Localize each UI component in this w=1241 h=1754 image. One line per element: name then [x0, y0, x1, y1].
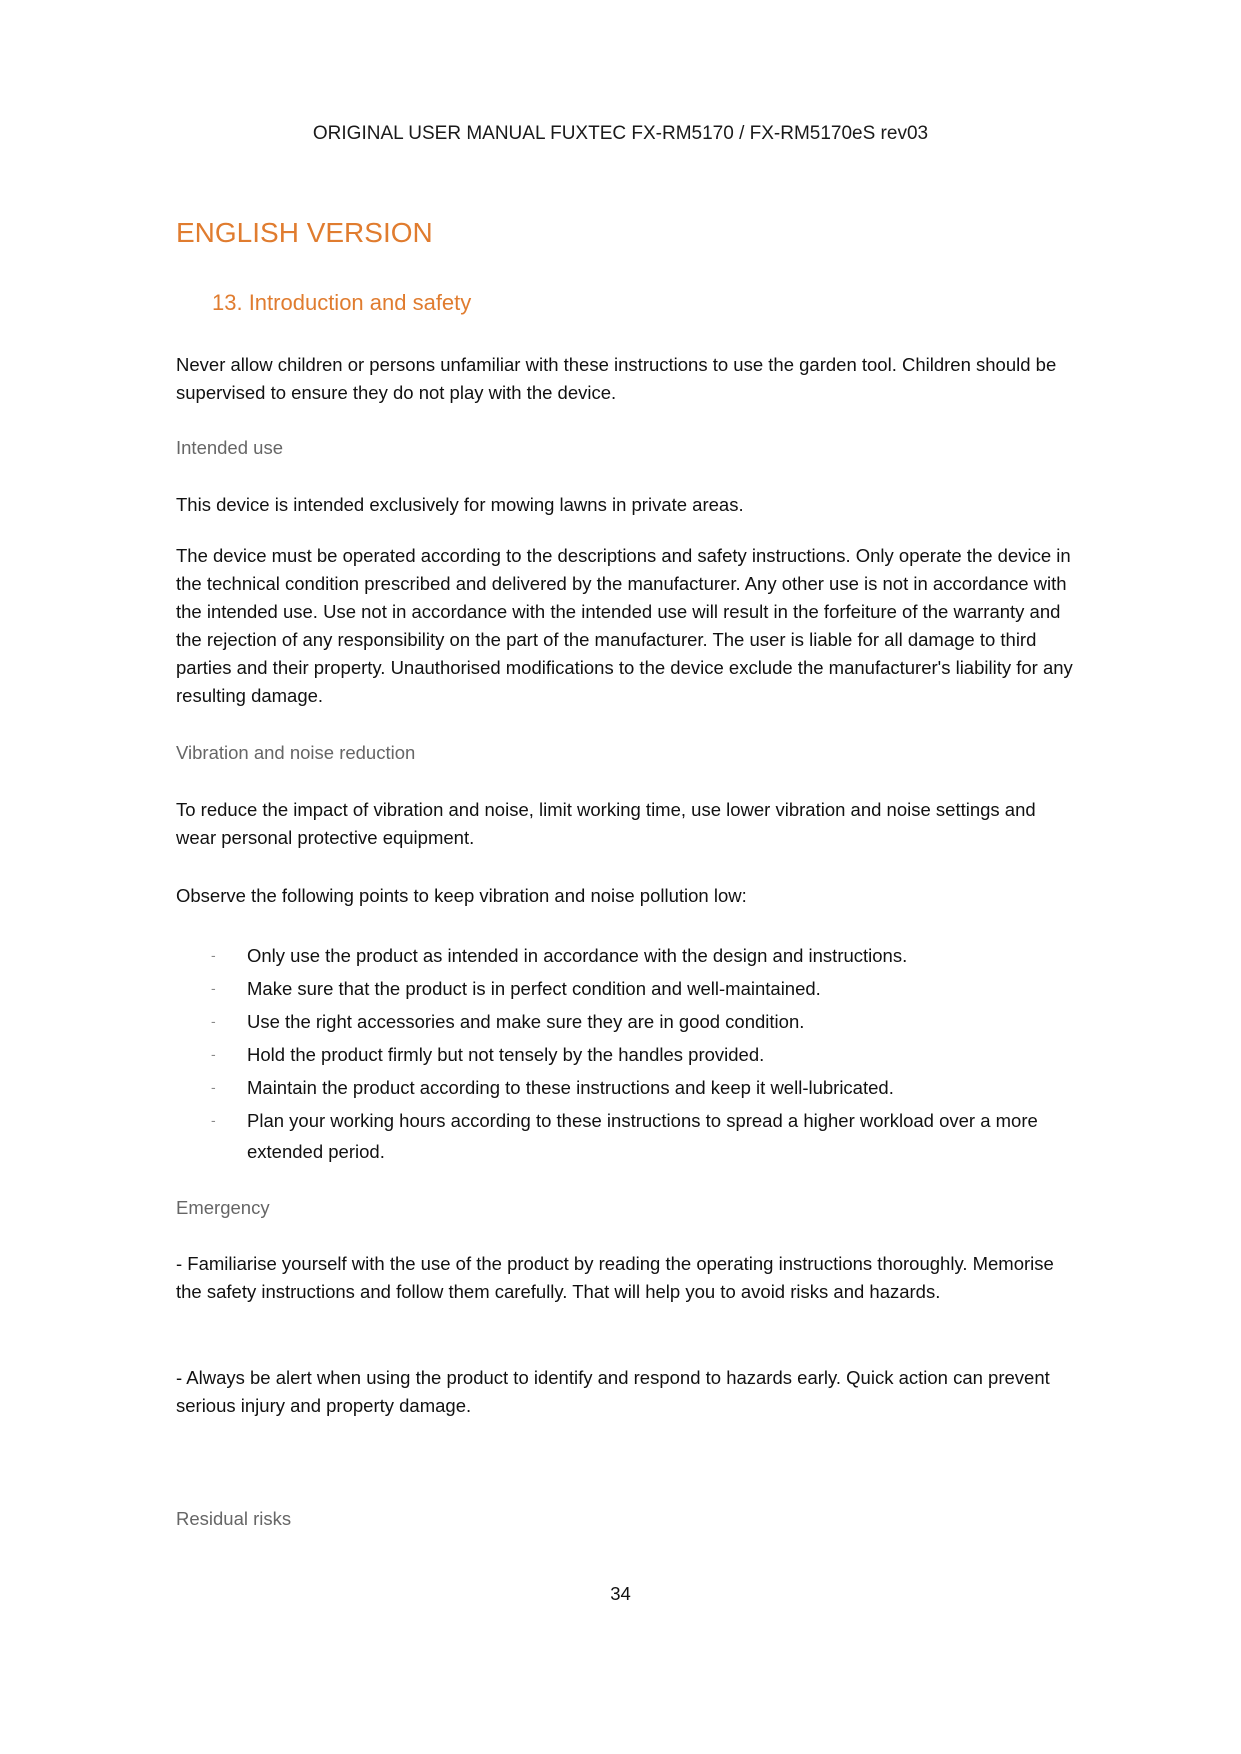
- section-title: 13. Introduction and safety: [212, 290, 472, 315]
- intended-use-heading: Intended use: [176, 437, 283, 458]
- page-number: 34: [610, 1583, 631, 1604]
- emergency-paragraph-2: - Always be alert when using the product to identify and respond to hazards early. Quick action can prevent serious injury and property damage.: [176, 1367, 1050, 1416]
- list-item: - Use the right accessories and make sure they are in good condition.: [176, 1006, 1076, 1037]
- list-item: - Plan your working hours according to these instructions to spread a higher workload over a more extended period.: [176, 1105, 1076, 1167]
- bullet-dash: -: [211, 1112, 216, 1128]
- bullet-dash: -: [211, 1013, 216, 1029]
- intro-paragraph: Never allow children or persons unfamiliar with these instructions to use the garden tool. Children should be supervised to ensure they do not play with the device.: [176, 354, 1057, 403]
- vibration-bullet-list: [176, 940, 1076, 1169]
- list-item: - Make sure that the product is in perfect condition and well-maintained.: [176, 973, 1076, 1004]
- bullet-dash: -: [211, 980, 216, 996]
- emergency-paragraph-1: - Familiarise yourself with the use of the product by reading the operating instructions thoroughly. Memorise the safety instructions and follow them carefully. That will help you to avoid risks and hazards.: [176, 1253, 1054, 1302]
- vibration-paragraph-1: To reduce the impact of vibration and noise, limit working time, use lower vibration and noise settings and wear personal protective equipment.: [176, 799, 1036, 848]
- emergency-heading: Emergency: [176, 1197, 270, 1218]
- residual-risks-heading: Residual risks: [176, 1508, 292, 1529]
- bullet-dash: -: [211, 1079, 216, 1095]
- list-item: - Maintain the product according to these instructions and keep it well-lubricated.: [176, 1072, 1076, 1103]
- version-title: ENGLISH VERSION: [176, 217, 433, 248]
- intended-use-paragraph-1: This device is intended exclusively for mowing lawns in private areas.: [176, 494, 744, 515]
- bullet-dash: -: [211, 1046, 216, 1062]
- vibration-heading: Vibration and noise reduction: [176, 742, 416, 763]
- intended-use-paragraph-2: The device must be operated according to the descriptions and safety instructions. Only operate the device in the technical condition prescribed and delivered by the manufacturer. Any other use is not in accordance with the intended use. Use not in accordance with the intended use will result in the forfeiture of the warranty and the rejection of any responsibility on the part of the manufacturer. The user is liable for all damage to third parties and their property. Unauthorised modifications to the device exclude the manufacturer's liability for any resulting damage.: [176, 545, 1073, 706]
- bullet-dash: -: [211, 947, 216, 963]
- list-item: - Hold the product firmly but not tensely by the handles provided.: [176, 1039, 1076, 1070]
- list-item: - Only use the product as intended in accordance with the design and instructions.: [176, 940, 1076, 971]
- vibration-paragraph-2: Observe the following points to keep vibration and noise pollution low:: [176, 885, 747, 906]
- document-header: ORIGINAL USER MANUAL FUXTEC FX-RM5170 / FX-RM5170eS rev03: [312, 123, 929, 144]
